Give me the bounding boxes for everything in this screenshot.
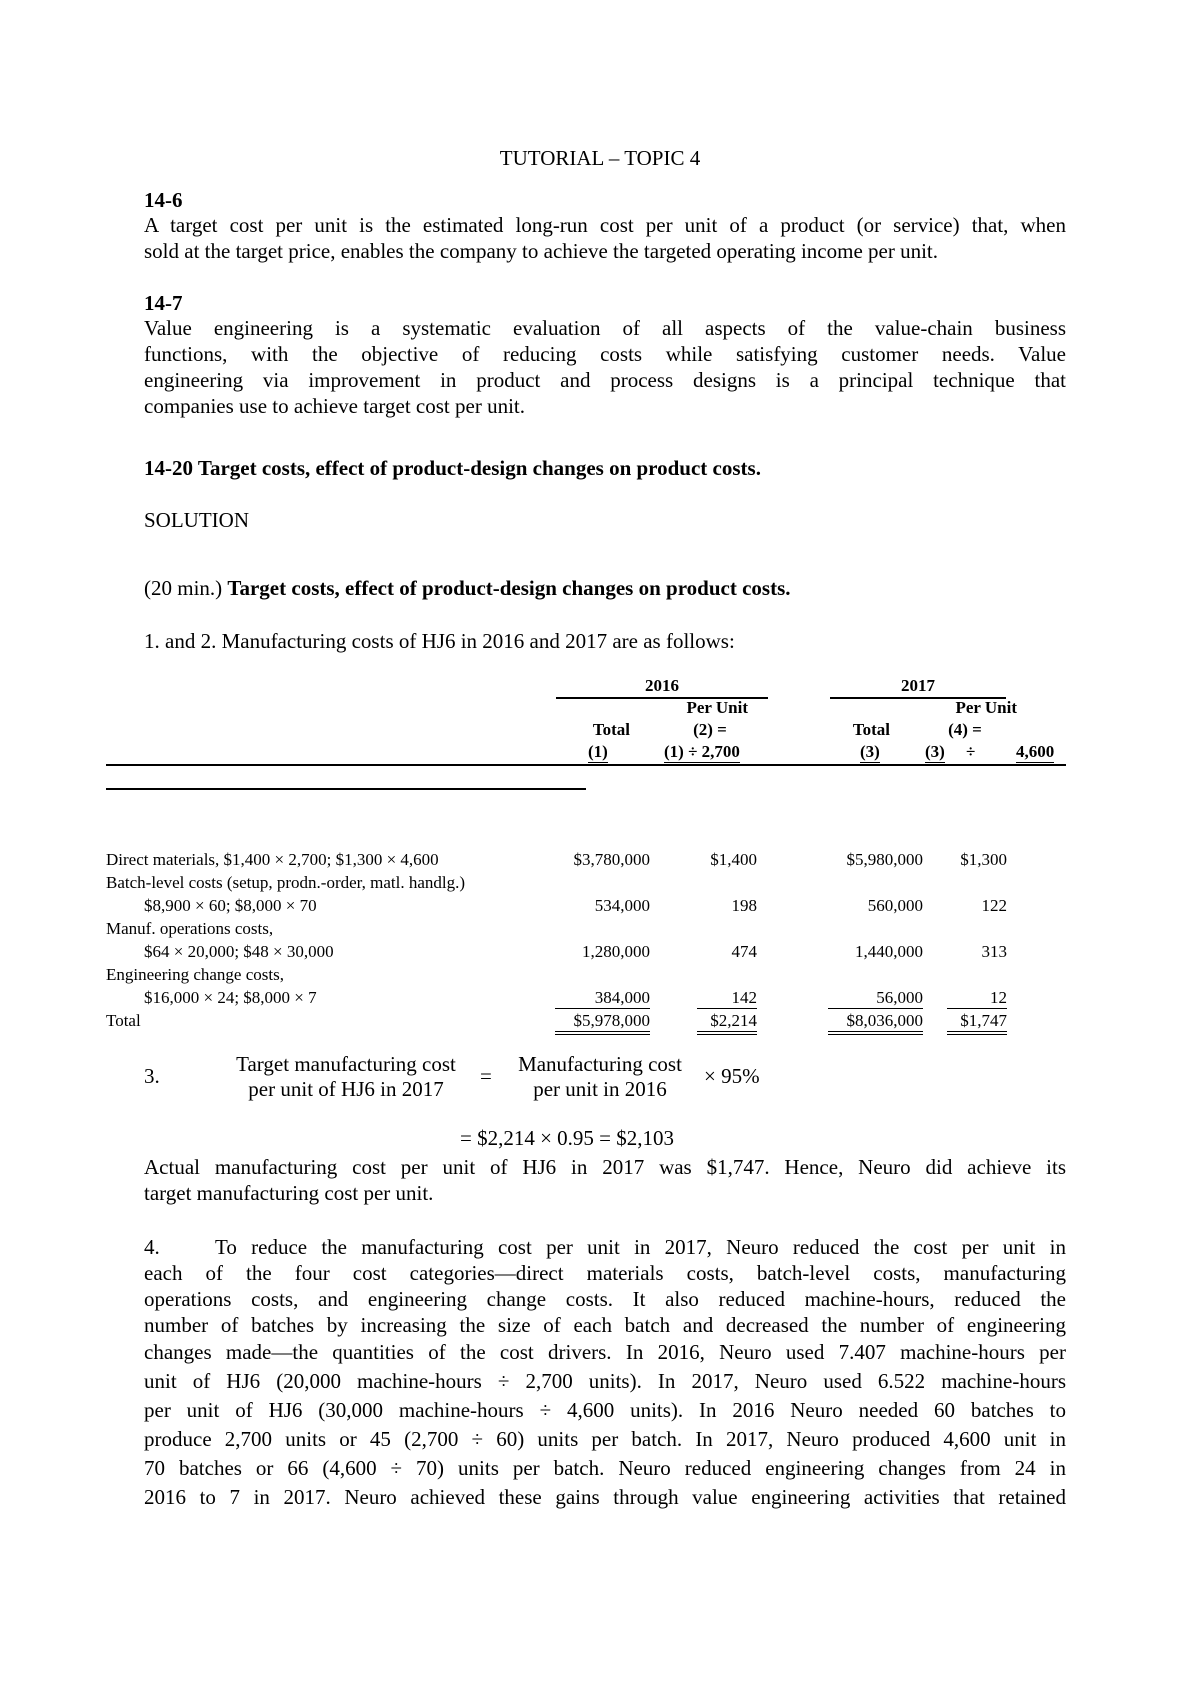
q146-text-line: sold at the target price, enables the company to achieve the targeted operating income per unit. (144, 239, 939, 263)
table-cell-value: $5,978,000 (555, 1011, 650, 1035)
table-cell-value: 534,000 (594, 896, 650, 915)
part3-equals: = (480, 1064, 492, 1088)
part3-multiplier: × 95% (704, 1064, 760, 1088)
col-4-header-a: (3) (925, 742, 945, 761)
table-row-label: Manuf. operations costs, (106, 919, 274, 938)
solution-subtitle (144, 575, 1066, 602)
q147-heading: 14-7 (144, 291, 183, 315)
part4-text-line: operations costs, and engineering change costs. It also reduced machine-hours, reduced the (144, 1287, 1066, 1311)
part4-text-line: To reduce the manufacturing cost per unit in 2017, Neuro reduced the cost per unit in (215, 1235, 1066, 1259)
part4-text-line: 70 batches or 66 (4,600 ÷ 70) units per batch. Neuro reduced engineering changes from 24 in (144, 1456, 1066, 1480)
table-row-label: $8,900 × 60; $8,000 × 70 (144, 896, 317, 915)
table-cell-value: 122 (981, 896, 1007, 915)
part4-text-line: changes made—the quantities of the cost drivers. In 2016, Neuro used 7.407 machine-hours per (144, 1340, 1066, 1364)
table-cell (597, 1011, 757, 1035)
table-cell-value: 142 (697, 988, 757, 1009)
part3-lhs-line2: per unit of HJ6 in 2017 (248, 1077, 444, 1101)
solution-subtitle-text: Target costs, effect of product-design changes on product costs. (227, 576, 791, 600)
table-row-label: Batch-level costs (setup, prodn.-order, matl. handlg.) (106, 873, 466, 892)
part3-lhs-line1: Target manufacturing cost (236, 1052, 456, 1076)
part4-text-line: number of batches by increasing the size of each batch and decreased the number of engineering (144, 1313, 1066, 1337)
q147-text-line: Value engineering is a systematic evaluation of all aspects of the value-chain business (144, 316, 1066, 340)
part4-text-line: 2016 to 7 in 2017. Neuro achieved these gains through value engineering activities that retained (144, 1485, 1066, 1509)
table-cell-value: $3,780,000 (573, 850, 650, 869)
part4-text-line: per unit of HJ6 (30,000 machine-hours ÷ 4,600 units). In 2016 Neuro needed 60 batches to (144, 1398, 1066, 1422)
table-cell-value: $1,300 (960, 850, 1007, 869)
part4-text-line: produce 2,700 units or 45 (2,700 ÷ 60) units per batch. In 2017, Neuro produced 4,600 unit in (144, 1427, 1066, 1451)
q147-text-line: companies use to achieve target cost per unit. (144, 394, 525, 418)
total-2016-header: Total (592, 720, 630, 739)
page-title: TUTORIAL – TOPIC 4 (499, 146, 701, 170)
col-4-header-div: ÷ (966, 742, 976, 761)
table-cell-value: $5,980,000 (846, 850, 923, 869)
total-2017-header: Total (852, 720, 890, 739)
table-row-label: Engineering change costs, (106, 965, 284, 984)
year-2017-header: 2017 (901, 676, 935, 695)
part3-text-line: Actual manufacturing cost per unit of HJ6 in 2017 was $1,747. Hence, Neuro did achieve its (144, 1155, 1066, 1179)
q1420-heading: 14-20 Target costs, effect of product-design changes on product costs. (144, 456, 761, 480)
part3-number: 3. (144, 1064, 160, 1088)
table-cell-value: $1,747 (947, 1011, 1007, 1035)
table-label-rule (106, 788, 586, 790)
table-cell (597, 942, 757, 962)
year-2016-header: 2016 (645, 676, 679, 695)
table-cell-value: 384,000 (555, 988, 650, 1009)
table-cell-value: 313 (981, 942, 1007, 961)
part4-text-line: unit of HJ6 (20,000 machine-hours ÷ 2,700 units). In 2017, Neuro used 6.522 machine-hours (144, 1369, 1066, 1393)
table-cell-value: 198 (731, 896, 757, 915)
q147-text-line: engineering via improvement in product and process designs is a principal technique that (144, 368, 1066, 392)
table-cell-value: 56,000 (828, 988, 923, 1009)
part3-rhs-line2: per unit in 2016 (533, 1077, 667, 1101)
table-cell (847, 1011, 1007, 1035)
table-row-label: Total (106, 1011, 141, 1030)
table-row-label: $16,000 × 24; $8,000 × 7 (144, 988, 317, 1007)
table-row-label: Direct materials, $1,400 × 2,700; $1,300 × 4,600 (106, 850, 439, 869)
q146-text-line: A target cost per unit is the estimated long-run cost per unit of a product (or service) that, when (144, 213, 1066, 237)
part12-intro: 1. and 2. Manufacturing costs of HJ6 in 2016 and 2017 are as follows: (144, 629, 735, 653)
q146-heading: 14-6 (144, 188, 183, 212)
table-cell-value: 1,280,000 (582, 942, 650, 961)
part4-text-line: each of the four cost categories—direct materials costs, batch-level costs, manufacturing (144, 1261, 1066, 1285)
table-cell (597, 988, 757, 1009)
table-cell-value: $8,036,000 (828, 1011, 923, 1035)
table-header-rule (106, 764, 1066, 766)
per-unit-2016-formula: (2) = (693, 720, 727, 739)
table-cell (847, 850, 1007, 870)
table-cell-value: 474 (731, 942, 757, 961)
part4-number: 4. (144, 1235, 160, 1259)
table-row-label: $64 × 20,000; $48 × 30,000 (144, 942, 334, 961)
col-1-header: (1) (588, 742, 608, 761)
table-cell-value: 560,000 (867, 896, 923, 915)
per-unit-2017-header: Per Unit (955, 698, 1017, 717)
table-cell (847, 988, 1007, 1009)
solution-label: SOLUTION (144, 508, 249, 532)
col-2-header: (1) ÷ 2,700 (664, 742, 740, 761)
col-3-header: (3) (860, 742, 880, 761)
table-cell (847, 942, 1007, 962)
table-cell (847, 896, 1007, 916)
table-cell (597, 850, 757, 870)
table-cell-value: $1,400 (710, 850, 757, 869)
per-unit-2016-header: Per Unit (686, 698, 748, 717)
table-cell-value: 1,440,000 (855, 942, 923, 961)
time-estimate: (20 min.) (144, 576, 223, 600)
col-4-header-b: 4,600 (1016, 742, 1055, 761)
q147-text-line: functions, with the objective of reducing costs while satisfying customer needs. Value (144, 342, 1066, 366)
part3-calculation: = $2,214 × 0.95 = $2,103 (460, 1126, 675, 1150)
table-cell-value: 12 (947, 988, 1007, 1009)
part3-text-line: target manufacturing cost per unit. (144, 1181, 434, 1205)
table-cell-value: $2,214 (697, 1011, 757, 1035)
part3-rhs-line1: Manufacturing cost (518, 1052, 682, 1076)
table-cell (594, 896, 757, 916)
per-unit-2017-formula: (4) = (948, 720, 982, 739)
